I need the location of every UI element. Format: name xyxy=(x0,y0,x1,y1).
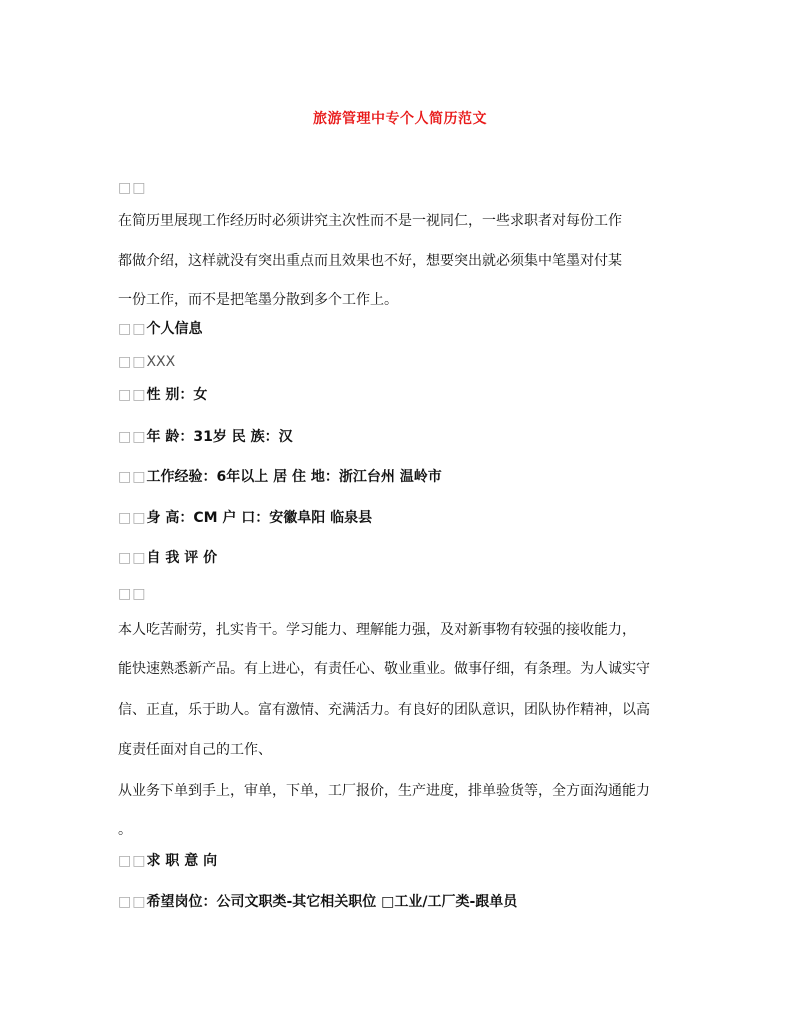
placeholder-line xyxy=(118,584,146,604)
age-ethnicity-text: 年 龄：31岁 民 族：汉 xyxy=(146,429,293,445)
height-hukou-line xyxy=(118,508,372,528)
self-eval-line-3: 信、正直，乐于助人。富有激情、充满活力。有良好的团队意识，团队协作精神，以高 xyxy=(118,702,650,718)
placeholder-glyph: □□ xyxy=(118,469,147,485)
experience-residence-text: 工作经验：6年以上 居 住 地：浙江台州 温岭市 xyxy=(146,469,442,485)
heading-text: 求 职 意 向 xyxy=(146,853,218,869)
name-value: XXX xyxy=(146,354,176,370)
age-ethnicity-line xyxy=(118,427,293,447)
document-title: 旅游管理中专个人简历范文 xyxy=(313,111,487,127)
name-line xyxy=(118,352,175,372)
placeholder-glyph: □□ xyxy=(118,387,147,403)
gender-line xyxy=(118,385,207,405)
desired-position-line xyxy=(118,892,517,912)
height-hukou-text: 身 高：CM 户 口：安徽阜阳 临泉县 xyxy=(146,510,373,526)
self-eval-line-2: 能快速熟悉新产品。有上进心，有责任心、敬业重业。做事仔细，有条理。为人诚实守 xyxy=(118,661,650,677)
heading-text: 自 我 评 价 xyxy=(146,550,218,566)
placeholder-glyph: □□ xyxy=(118,853,147,869)
intro-line-1: 在简历里展现工作经历时必须讲究主次性而不是一视同仁，一些求职者对每份工作 xyxy=(118,213,622,229)
placeholder-glyph: □□ xyxy=(118,586,147,602)
placeholder-glyph: □□ xyxy=(118,894,147,910)
self-eval-line-5: 从业务下单到手上，审单，下单，工厂报价，生产进度，排单验货等，全方面沟通能力 xyxy=(118,783,650,799)
intro-line-3: 一份工作，而不是把笔墨分散到多个工作上。 xyxy=(118,292,398,308)
placeholder-glyph: □□ xyxy=(118,429,147,445)
placeholder-line xyxy=(118,178,146,198)
heading-text: 个人信息 xyxy=(146,321,203,337)
section-heading-job-intention xyxy=(118,851,217,871)
section-heading-personal-info xyxy=(118,319,202,339)
placeholder-glyph: □□ xyxy=(118,354,147,370)
self-eval-line-1: 本人吃苦耐劳，扎实肯干。学习能力、理解能力强，及对新事物有较强的接收能力， xyxy=(118,622,636,638)
desired-position-text: 希望岗位：公司文职类-其它相关职位 □工业/工厂类-跟单员 xyxy=(146,894,518,910)
placeholder-glyph: □□ xyxy=(118,510,147,526)
placeholder-glyph: □□ xyxy=(118,180,147,196)
experience-residence-line xyxy=(118,467,442,487)
intro-line-2: 都做介绍，这样就没有突出重点而且效果也不好，想要突出就必须集中笔墨对付某 xyxy=(118,253,622,269)
placeholder-glyph: □□ xyxy=(118,550,147,566)
gender-text: 性 别：女 xyxy=(146,387,208,403)
placeholder-glyph: □□ xyxy=(118,321,147,337)
self-eval-line-6: 。 xyxy=(118,822,132,838)
section-heading-self-evaluation xyxy=(118,548,217,568)
self-eval-line-4: 度责任面对自己的工作、 xyxy=(118,742,272,758)
